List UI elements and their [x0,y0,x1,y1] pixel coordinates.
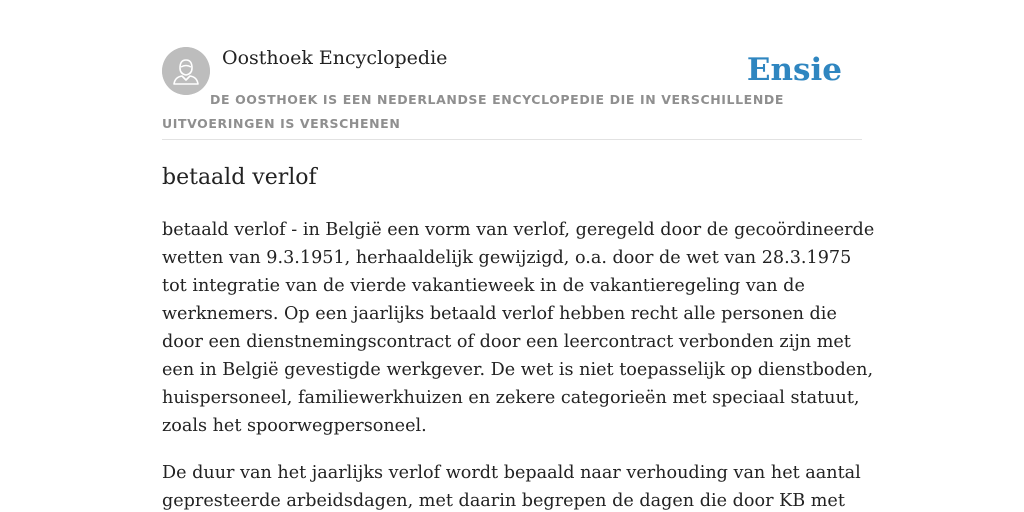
site-name[interactable]: Oosthoek Encyclopedie [222,47,448,69]
content-container [162,0,875,511]
site-header [162,0,862,140]
article-title: betaald verlof [162,165,317,190]
article-paragraph-2: De duur van het jaarlijks verlof wordt bepaald naar verhouding van het aantal gepresteerde arbeidsdagen, met daarin begrepen de dagen die door KB met [162,463,861,511]
site-tagline: DE OOSTHOEK IS EEN NEDERLANDSE ENCYCLOPEDIE DIE IN VERSCHILLENDE UITVOERINGEN IS VERSCHENEN [162,92,784,131]
brand-logo[interactable]: Ensie [746,52,842,88]
article-paragraph-1: betaald verlof - in België een vorm van verlof, geregeld door de gecoördineerde wetten van 9.3.1951, herhaaldelijk gewijzigd, o.a. door de wet van 28.3.1975 tot integratie van de vierde vakantieweek in de vakantieregeling van de werknemers. Op een jaarlijks betaald verlof hebben recht alle personen die door een dienstnemingscontract of door een leercontract verbonden zijn met een in België gevestigde werkgever. De wet is niet toepasselijk op dienstboden, huispersoneel, familiewerkhuizen en zekere categorieën met speciaal statuut, zoals het spoorwegpersoneel. [162,220,875,436]
